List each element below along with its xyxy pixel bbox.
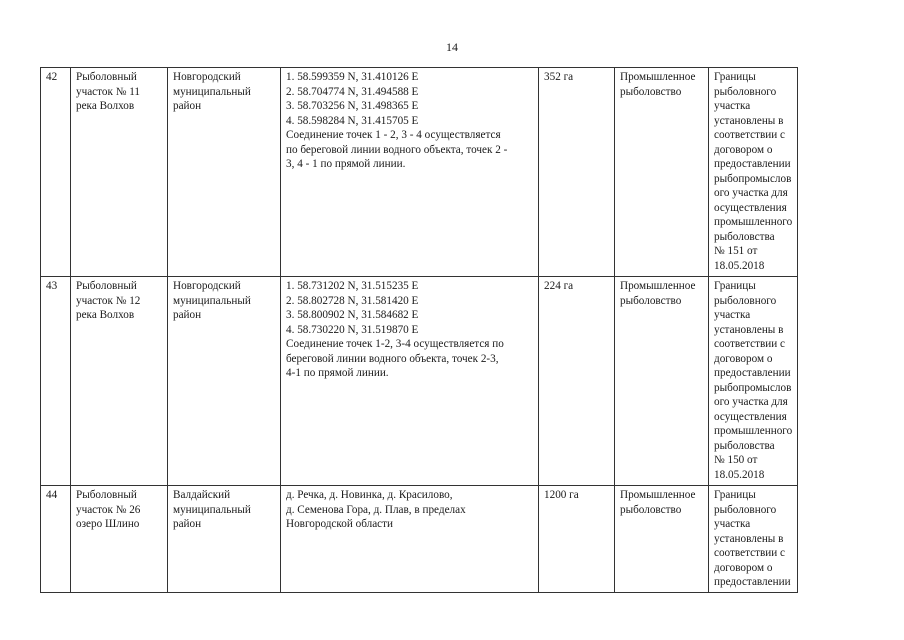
district-cell [168, 486, 281, 593]
coords-line: д. Речка, д. Новинка, д. Красилово, [286, 489, 453, 501]
boundary-cell [709, 277, 798, 486]
coords-line: 3. 58.703256 N, 31.498365 E [286, 100, 419, 112]
area-name-cell [71, 68, 168, 277]
boundary-line: промышленного [714, 216, 793, 228]
boundary-line: рыболовства [714, 230, 775, 243]
boundary-line: ого участка для [714, 187, 788, 199]
name-line: Рыболовный [76, 280, 137, 292]
type-line: рыболовство [620, 85, 682, 98]
coords-line: береговой линии водного объекта, точек 2-3, [286, 352, 499, 365]
district-line: район [173, 518, 202, 530]
table-row [41, 277, 798, 486]
coordinates-cell [281, 277, 539, 486]
name-line: участок № 26 [76, 503, 141, 516]
coords-line: 1. 58.731202 N, 31.515235 E [286, 280, 419, 292]
district-line: Новгородский [173, 71, 241, 83]
type-line: Промышленное [620, 71, 696, 83]
boundary-line: № 150 от [714, 454, 758, 466]
district-line: муниципальный [173, 503, 251, 516]
row-number-cell: 44 [41, 486, 71, 593]
boundary-line: ого участка для [714, 396, 788, 408]
coords-line: 3. 58.800902 N, 31.584682 E [286, 309, 419, 321]
boundary-line: рыболовного [714, 85, 777, 98]
district-line: Валдайский [173, 489, 231, 501]
district-line: муниципальный [173, 294, 251, 307]
coords-line: 2. 58.802728 N, 31.581420 E [286, 294, 419, 307]
boundary-line: предоставлении [714, 367, 791, 379]
coords-line: 4-1 по прямой линии. [286, 367, 389, 379]
boundary-line: участка [714, 100, 751, 112]
district-line: район [173, 100, 202, 112]
type-line: Промышленное [620, 280, 696, 292]
area-size-cell: 224 га [539, 277, 615, 486]
boundary-line: рыбопромыслов [714, 381, 792, 394]
boundary-line: Границы [714, 280, 756, 292]
boundary-line: рыбопромыслов [714, 172, 792, 185]
coords-line: д. Семенова Гора, д. Плав, в пределах [286, 503, 466, 516]
fishing-type-cell [615, 486, 709, 593]
page-number: 14 [446, 40, 458, 54]
boundary-line: участка [714, 309, 751, 321]
boundary-line: соответствии с [714, 547, 785, 559]
boundary-cell [709, 486, 798, 593]
coordinates-cell [281, 68, 539, 277]
name-line: река Волхов [76, 100, 135, 112]
area-name-cell [71, 486, 168, 593]
area-name-cell [71, 277, 168, 486]
boundary-line: соответствии с [714, 129, 785, 141]
name-line: Рыболовный [76, 71, 137, 83]
coords-line: Соединение точек 1-2, 3-4 осуществляется по [286, 338, 504, 350]
area-size-cell: 352 га [539, 68, 615, 277]
coords-line: Новгородской области [286, 518, 394, 530]
name-line: участок № 12 [76, 294, 141, 307]
type-line: рыболовство [620, 503, 682, 516]
district-line: район [173, 309, 202, 321]
area-size-cell: 1200 га [539, 486, 615, 593]
district-cell [168, 277, 281, 486]
boundary-line: предоставлении [714, 576, 791, 588]
boundary-line: участка [714, 518, 751, 530]
table-row [41, 486, 798, 593]
table-row [41, 68, 798, 277]
district-line: Новгородский [173, 280, 241, 292]
name-line: озеро Шлино [76, 518, 140, 530]
boundary-line: договором о [714, 561, 773, 574]
name-line: Рыболовный [76, 489, 137, 501]
boundary-cell [709, 68, 798, 277]
boundary-line: 18.05.2018 [714, 259, 765, 272]
boundary-line: рыболовного [714, 503, 777, 516]
boundary-line: соответствии с [714, 338, 785, 350]
boundary-line: Границы [714, 71, 756, 83]
boundary-line: рыболовства [714, 439, 775, 452]
boundary-line: осуществления [714, 410, 787, 423]
boundary-line: установлены в [714, 323, 784, 336]
boundary-line: договором о [714, 143, 773, 156]
boundary-line: осуществления [714, 201, 787, 214]
type-line: Промышленное [620, 489, 696, 501]
boundary-line: № 151 от [714, 245, 758, 257]
boundary-line: предоставлении [714, 158, 791, 170]
boundary-line: рыболовного [714, 294, 777, 307]
fishing-type-cell [615, 68, 709, 277]
coordinates-cell [281, 486, 539, 593]
type-line: рыболовство [620, 294, 682, 307]
coords-line: 4. 58.730220 N, 31.519870 E [286, 323, 419, 336]
boundary-line: промышленного [714, 425, 793, 437]
coords-line: 1. 58.599359 N, 31.410126 E [286, 71, 419, 83]
boundary-line: договором о [714, 352, 773, 365]
boundary-line: 18.05.2018 [714, 468, 765, 481]
coords-line: 2. 58.704774 N, 31.494588 E [286, 85, 419, 98]
fishing-areas-table [40, 67, 798, 593]
coords-line: 3, 4 - 1 по прямой линии. [286, 158, 406, 170]
coords-line: Соединение точек 1 - 2, 3 - 4 осуществляется [286, 129, 501, 141]
district-cell [168, 68, 281, 277]
coords-line: 4. 58.598284 N, 31.415705 E [286, 114, 419, 127]
boundary-line: Границы [714, 489, 756, 501]
row-number-cell: 43 [41, 277, 71, 486]
coords-line: по береговой линии водного объекта, точек 2 - [286, 143, 508, 156]
row-number-cell: 42 [41, 68, 71, 277]
boundary-line: установлены в [714, 532, 784, 545]
name-line: участок № 11 [76, 85, 140, 98]
fishing-type-cell [615, 277, 709, 486]
boundary-line: установлены в [714, 114, 784, 127]
name-line: река Волхов [76, 309, 135, 321]
district-line: муниципальный [173, 85, 251, 98]
